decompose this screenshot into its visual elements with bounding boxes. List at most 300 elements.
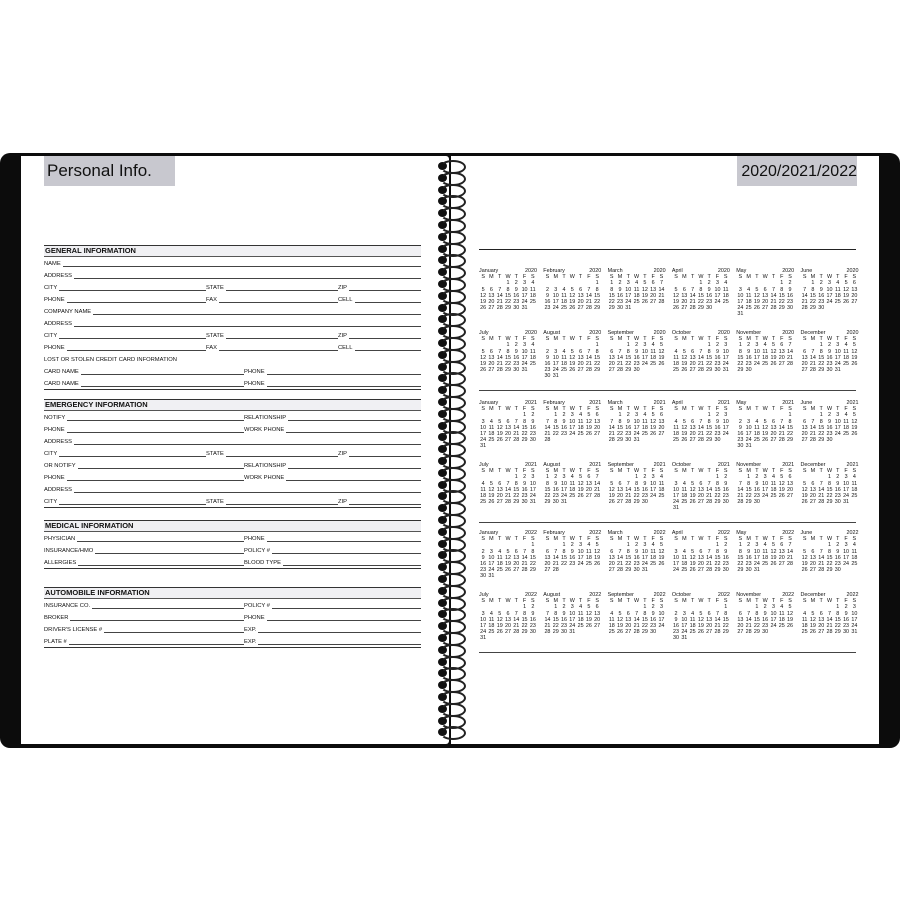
field-address[interactable]	[44, 487, 421, 494]
day-cell: 20	[594, 616, 601, 623]
field-line[interactable]	[286, 432, 421, 433]
day-cell: 7	[707, 480, 711, 487]
month-year: 2020	[653, 330, 666, 336]
day-cell: 24	[625, 299, 632, 306]
day-cell: 17	[552, 299, 559, 306]
day-cell: 3	[554, 348, 558, 355]
day-cell: 3	[763, 474, 767, 481]
day-cell: 7	[811, 418, 815, 425]
day-cell: 19	[762, 431, 769, 438]
field-label: CITY	[44, 499, 58, 505]
weekday-letter: F	[780, 598, 784, 605]
field-address[interactable]	[44, 273, 421, 280]
day-cell: 12	[504, 554, 511, 561]
field-broker[interactable]	[44, 615, 244, 622]
day-cell: 26	[770, 561, 777, 568]
field-line[interactable]	[69, 644, 244, 645]
day-cell: 5	[618, 610, 622, 617]
day-cell: 8	[545, 480, 549, 487]
day-cell: 11	[633, 286, 640, 293]
day-cell: 1	[707, 342, 711, 349]
field-line[interactable]	[104, 632, 244, 633]
field-plate-#[interactable]	[44, 639, 244, 646]
month-name: June	[800, 400, 813, 406]
weekday-letter: W	[698, 274, 704, 281]
day-cell: 21	[658, 292, 665, 299]
weekday-letter: T	[707, 598, 711, 605]
day-cell: 22	[594, 361, 601, 368]
field-label: NAME	[44, 261, 61, 267]
weekday-letter: F	[587, 468, 591, 475]
day-cell: 16	[745, 354, 752, 361]
day-cell: 20	[513, 561, 520, 568]
day-cell: 28	[594, 493, 601, 500]
field-line[interactable]	[288, 420, 421, 421]
field-line[interactable]	[63, 266, 421, 267]
field-line[interactable]	[219, 350, 338, 351]
day-cell: 7	[803, 286, 807, 293]
field-line[interactable]	[59, 504, 206, 505]
field-label: BROKER	[44, 615, 69, 621]
field-line[interactable]	[59, 456, 206, 457]
day-cell: 14	[714, 616, 721, 623]
day-cell: 28	[706, 567, 713, 574]
day-cell: 4	[682, 548, 686, 555]
month-year: 2022	[653, 592, 666, 598]
field-line[interactable]	[355, 350, 421, 351]
field-blood-type[interactable]	[244, 560, 421, 567]
weekday-letter: F	[522, 536, 527, 543]
field-city[interactable]	[44, 451, 206, 458]
day-cell: 20	[689, 361, 696, 368]
weekday-letter: M	[617, 274, 623, 281]
day-cell: 22	[504, 361, 511, 368]
field-phone[interactable]	[44, 475, 244, 482]
field-line[interactable]	[349, 290, 421, 291]
day-cell: 2	[715, 412, 719, 419]
day-cell: 23	[561, 623, 567, 630]
day-cell: 10	[770, 610, 777, 617]
day-cell: 11	[569, 480, 576, 487]
binding-ring-icon	[438, 219, 464, 231]
field-physician[interactable]	[44, 536, 244, 543]
field-driver-s-license-#[interactable]	[44, 627, 244, 634]
field-line[interactable]	[355, 302, 421, 303]
day-cell: 29	[544, 499, 551, 506]
field-line[interactable]	[349, 504, 421, 505]
day-cell: 18	[650, 354, 657, 361]
weekday-letter: M	[553, 468, 558, 475]
day-cell: 1	[780, 280, 784, 287]
day-cell: 14	[513, 616, 520, 623]
day-cell: 14	[787, 348, 794, 355]
day-cell: 11	[851, 548, 858, 555]
day-cell: 9	[707, 286, 711, 293]
weekday-letter: T	[498, 536, 502, 543]
field-city[interactable]	[44, 285, 206, 292]
field-label: PHONE	[244, 369, 265, 375]
field-phone[interactable]	[44, 297, 206, 304]
day-cell: 2	[523, 474, 527, 481]
field-exp[interactable]	[244, 639, 421, 646]
field-work-phone[interactable]	[244, 475, 421, 482]
day-cell: 23	[722, 493, 729, 500]
binding-ring-icon	[438, 691, 464, 703]
binding-ring-icon	[438, 561, 464, 573]
form-row	[44, 623, 421, 635]
day-cell: 22	[714, 493, 721, 500]
day-cell: 10	[843, 548, 850, 555]
field-line[interactable]	[267, 374, 421, 375]
month-name: June	[800, 268, 813, 274]
field-insurance-co[interactable]	[44, 603, 244, 610]
weekday-letter: T	[690, 274, 695, 281]
day-cell: 20	[809, 493, 816, 500]
binding-ring-icon	[438, 361, 464, 373]
field-line[interactable]	[70, 620, 244, 621]
field-work-phone[interactable]	[244, 427, 421, 434]
day-cell: 15	[809, 292, 816, 299]
field-name[interactable]	[44, 261, 421, 268]
weekday-letter: W	[569, 468, 575, 475]
day-cell: 20	[544, 561, 551, 568]
field-state[interactable]	[206, 285, 338, 292]
day-cell: 16	[706, 292, 713, 299]
day-cell: 9	[747, 548, 751, 555]
field-fax[interactable]	[206, 297, 338, 304]
day-cell: 25	[681, 499, 688, 506]
field-city[interactable]	[44, 333, 206, 340]
day-cell: 1	[747, 474, 751, 481]
binding-ring-icon	[438, 349, 464, 361]
field-label: RELATIONSHIP	[244, 415, 287, 421]
day-cell: 5	[780, 474, 784, 481]
day-cell: 25	[778, 623, 785, 630]
day-cell: 10	[577, 548, 584, 555]
day-grid	[479, 474, 537, 505]
field-line[interactable]	[67, 302, 206, 303]
day-cell: 5	[659, 342, 663, 349]
day-cell: 13	[801, 354, 808, 361]
field-line[interactable]	[78, 565, 244, 566]
day-cell: 6	[819, 610, 823, 617]
field-line[interactable]	[286, 480, 421, 481]
field-line[interactable]	[93, 314, 421, 315]
field-line[interactable]	[272, 608, 421, 609]
field-policy-#[interactable]	[244, 548, 421, 555]
day-cell: 18	[843, 354, 850, 361]
field-phone[interactable]	[244, 369, 421, 376]
day-cell: 16	[641, 486, 648, 493]
day-cell: 20	[778, 354, 785, 361]
month-year: 2020	[525, 330, 537, 336]
weekday-letter: W	[569, 598, 575, 605]
weekday-letter: T	[626, 406, 630, 413]
weekday-letter: S	[659, 536, 664, 543]
day-cell: 22	[706, 431, 713, 438]
day-cell: 13	[594, 610, 601, 617]
field-phone[interactable]	[244, 615, 421, 622]
day-cell: 18	[658, 486, 665, 493]
field-notify[interactable]	[44, 415, 244, 422]
day-cell: 14	[617, 554, 624, 561]
weekday-letter: S	[738, 274, 743, 281]
weekday-letter: S	[545, 274, 550, 281]
field-line[interactable]	[67, 480, 244, 481]
month-name: April	[671, 268, 683, 274]
field-line[interactable]	[267, 620, 421, 621]
day-cell: 8	[827, 548, 831, 555]
day-cell: 8	[819, 348, 823, 355]
field-line[interactable]	[267, 541, 421, 542]
field-card-name[interactable]	[44, 369, 244, 376]
field-line[interactable]	[226, 338, 338, 339]
day-cell: 3	[747, 418, 751, 425]
weekday-letter: S	[531, 274, 535, 281]
weekday-letter: S	[852, 598, 857, 605]
field-allergies[interactable]	[44, 560, 244, 567]
field-line[interactable]	[226, 290, 338, 291]
weekday-letter: T	[562, 468, 566, 475]
weekday-letter: M	[810, 336, 816, 343]
day-cell: 28	[504, 499, 511, 506]
day-cell: 27	[488, 305, 495, 312]
day-cell: 30	[544, 373, 551, 380]
day-cell: 16	[561, 424, 567, 431]
day-cell: 8	[562, 548, 566, 555]
day-cell: 22	[737, 561, 744, 568]
weekday-letter: T	[836, 406, 840, 413]
day-cell: 1	[545, 474, 549, 481]
day-cell: 10	[488, 554, 495, 561]
day-cell: 29	[714, 567, 721, 574]
field-line[interactable]	[272, 553, 421, 554]
field-line[interactable]	[258, 632, 421, 633]
day-cell: 2	[618, 280, 622, 287]
month-year: 2020	[782, 268, 795, 274]
day-cell: 26	[480, 367, 487, 374]
field-line[interactable]	[59, 338, 206, 339]
day-cell: 4	[610, 610, 614, 617]
day-cell: 18	[753, 431, 760, 438]
day-cell: 1	[827, 542, 831, 549]
day-cell: 17	[753, 554, 760, 561]
day-cell: 10	[521, 348, 528, 355]
day-cell: 3	[570, 412, 574, 419]
day-cell: 18	[745, 299, 752, 306]
field-phone[interactable]	[244, 536, 421, 543]
day-cell: 5	[587, 412, 591, 419]
day-cell: 11	[480, 486, 486, 493]
day-cell: 7	[618, 548, 622, 555]
field-line[interactable]	[67, 420, 244, 421]
field-line[interactable]	[81, 374, 244, 375]
field-line[interactable]	[283, 565, 421, 566]
field-line[interactable]	[78, 468, 244, 469]
day-cell: 12	[488, 486, 495, 493]
day-cell: 10	[851, 610, 858, 617]
field-line[interactable]	[349, 338, 421, 339]
month-november-2021	[736, 462, 794, 505]
field-policy-#[interactable]	[244, 603, 421, 610]
field-company-name[interactable]	[44, 309, 421, 316]
month-july-2020	[479, 330, 537, 373]
field-state[interactable]	[206, 499, 338, 506]
field-line[interactable]	[349, 456, 421, 457]
field-line[interactable]	[74, 278, 421, 279]
field-line[interactable]	[92, 608, 244, 609]
day-cell: 5	[771, 342, 775, 349]
form-row	[44, 495, 421, 507]
weekday-letter: S	[802, 406, 807, 413]
field-line[interactable]	[74, 492, 421, 493]
day-grid	[543, 280, 601, 311]
weekday-letter: S	[659, 406, 664, 413]
day-cell: 7	[610, 418, 614, 425]
weekday-letter: M	[489, 468, 494, 475]
day-cell: 24	[641, 561, 648, 568]
day-cell: 28	[809, 437, 816, 444]
day-cell: 12	[641, 286, 648, 293]
day-cell: 24	[658, 623, 665, 630]
day-cell: 11	[681, 486, 688, 493]
field-zip[interactable]	[338, 285, 421, 292]
day-cell: 14	[544, 616, 551, 623]
day-cell: 6	[852, 280, 856, 287]
day-cell: 1	[514, 474, 518, 481]
binding-ring-icon	[438, 184, 464, 196]
weekday-letter: T	[562, 598, 566, 605]
day-cell: 22	[818, 361, 825, 368]
month-february-2020	[543, 268, 601, 311]
field-line[interactable]	[267, 386, 421, 387]
weekday-letter: S	[481, 336, 485, 343]
day-cell: 22	[529, 561, 536, 568]
day-cell: 7	[771, 286, 775, 293]
day-cell: 6	[610, 348, 614, 355]
field-line[interactable]	[81, 386, 244, 387]
day-cell: 29	[737, 367, 744, 374]
day-cell: 13	[851, 286, 858, 293]
field-relationship[interactable]	[244, 415, 421, 422]
day-cell: 28	[714, 629, 721, 636]
field-zip[interactable]	[338, 333, 421, 340]
day-cell: 24	[552, 367, 559, 374]
day-cell: 27	[809, 499, 816, 506]
month-may-2020	[736, 268, 794, 318]
field-or-notify[interactable]	[44, 463, 244, 470]
field-zip[interactable]	[338, 499, 421, 506]
day-cell: 13	[577, 292, 584, 299]
field-state[interactable]	[206, 333, 338, 340]
field-line[interactable]	[74, 444, 421, 445]
field-cell[interactable]	[338, 297, 421, 304]
day-cell: 26	[585, 431, 592, 438]
day-cell: 16	[722, 486, 729, 493]
weekday-letter: T	[755, 406, 759, 413]
day-cell: 13	[809, 554, 816, 561]
day-cell: 18	[480, 493, 487, 500]
field-phone[interactable]	[44, 427, 244, 434]
field-city[interactable]	[44, 499, 206, 506]
weekday-letter: T	[771, 406, 776, 413]
day-cell: 9	[562, 418, 566, 425]
field-phone[interactable]	[244, 381, 421, 388]
day-cell: 29	[641, 629, 648, 636]
field-label: PHONE	[44, 345, 65, 351]
day-cell: 19	[488, 493, 495, 500]
field-label: STATE	[206, 333, 224, 339]
field-address[interactable]	[44, 321, 421, 328]
month-name: August	[543, 330, 561, 336]
field-line[interactable]	[67, 350, 206, 351]
weekday-letter: S	[609, 406, 614, 413]
field-fax[interactable]	[206, 345, 338, 352]
field-address[interactable]	[44, 439, 421, 446]
day-cell: 17	[737, 299, 744, 306]
field-line[interactable]	[59, 290, 206, 291]
day-cell: 18	[778, 616, 785, 623]
day-cell: 1	[819, 342, 823, 349]
field-line[interactable]	[288, 468, 421, 469]
day-cell: 26	[843, 299, 850, 306]
day-cell: 14	[737, 486, 744, 493]
weekday-letter: F	[651, 468, 655, 475]
field-card-name[interactable]	[44, 381, 244, 388]
field-line[interactable]	[74, 326, 421, 327]
field-cell[interactable]	[338, 345, 421, 352]
field-state[interactable]	[206, 451, 338, 458]
field-line[interactable]	[219, 302, 338, 303]
day-cell: 11	[561, 292, 567, 299]
day-cell: 14	[585, 354, 592, 361]
day-cell: 29	[504, 367, 511, 374]
field-zip[interactable]	[338, 451, 421, 458]
field-exp[interactable]	[244, 627, 421, 634]
field-line[interactable]	[95, 553, 244, 554]
day-cell: 19	[851, 424, 858, 431]
day-grid	[479, 342, 537, 373]
day-cell: 7	[618, 348, 622, 355]
day-cell: 9	[763, 610, 767, 617]
weekday-letter: F	[651, 536, 655, 543]
field-line[interactable]	[258, 644, 421, 645]
weekday-letter: W	[698, 336, 704, 343]
day-cell: 21	[697, 361, 704, 368]
month-year: 2021	[717, 400, 730, 406]
weekday-letter: T	[626, 536, 630, 543]
day-cell: 27	[787, 493, 794, 500]
weekday-letter: F	[844, 336, 848, 343]
day-cell: 9	[618, 286, 622, 293]
field-phone[interactable]	[44, 345, 206, 352]
field-insurance-hmo[interactable]	[44, 548, 244, 555]
weekday-letter: T	[707, 468, 711, 475]
day-cell: 6	[498, 480, 502, 487]
day-cell: 22	[697, 299, 704, 306]
field-line[interactable]	[67, 432, 244, 433]
day-cell: 23	[745, 561, 752, 568]
day-cell: 21	[633, 623, 640, 630]
field-relationship[interactable]	[244, 463, 421, 470]
field-line[interactable]	[226, 504, 338, 505]
field-line[interactable]	[77, 541, 244, 542]
day-cell: 18	[722, 292, 729, 299]
field-line[interactable]	[226, 456, 338, 457]
day-cell: 1	[626, 542, 630, 549]
day-cell: 25	[529, 361, 536, 368]
day-cell: 21	[809, 361, 816, 368]
